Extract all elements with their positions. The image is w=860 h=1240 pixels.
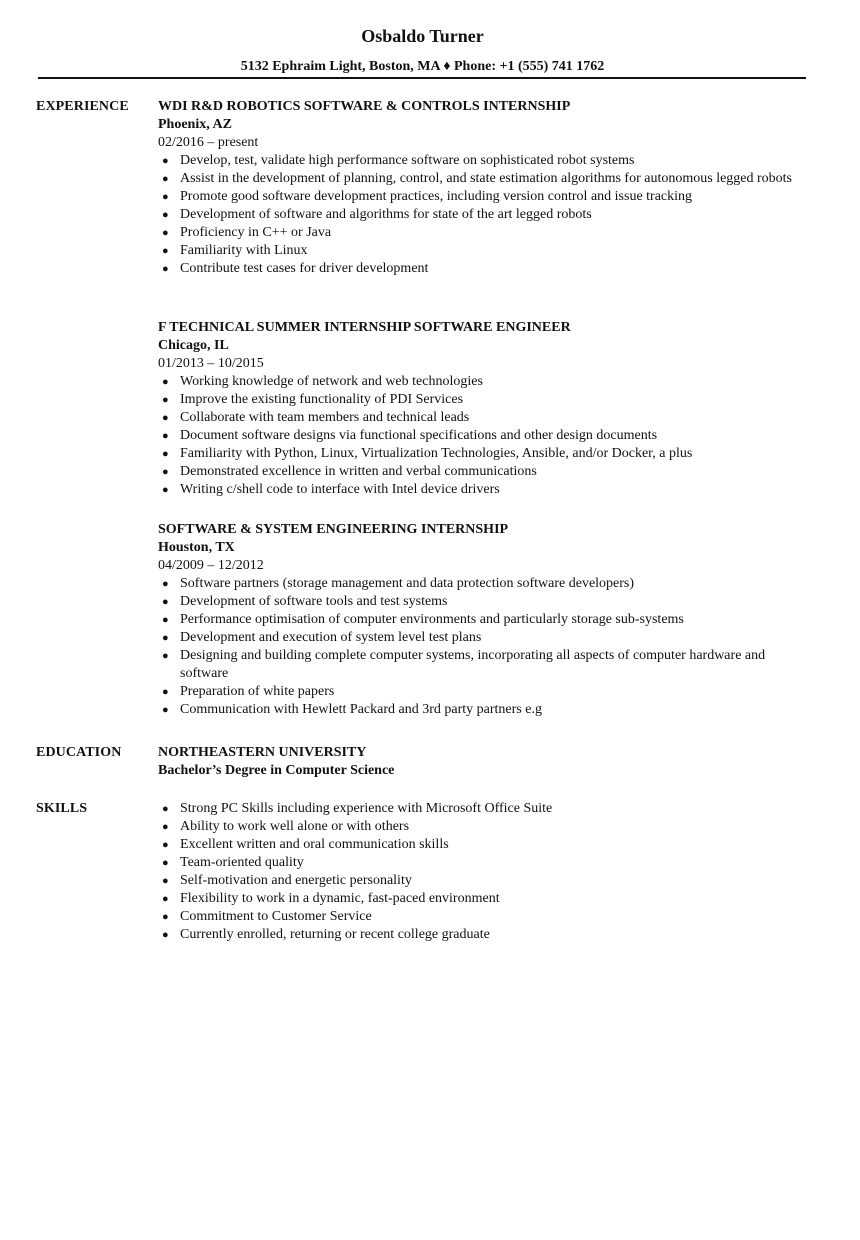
list-item <box>158 800 808 818</box>
list-item <box>158 170 808 188</box>
bullet-icon: ● <box>162 430 169 442</box>
list-item <box>158 427 808 445</box>
bullet-text: Ability to work well alone or with others <box>180 819 410 834</box>
job-entry <box>158 521 808 719</box>
job-location: Phoenix, AZ <box>158 117 232 132</box>
bullet-text: Assist in the development of planning, control, and state estimation algorithms for autonomous legged robots <box>180 171 793 186</box>
bullet-text: Improve the existing functionality of PDI Services <box>180 392 464 407</box>
bullet-text: Strong PC Skills including experience with Microsoft Office Suite <box>180 801 553 816</box>
contact-line: 5132 Ephraim Light, Boston, MA ♦ Phone: +1 (555) 741 1762 <box>240 59 605 74</box>
bullet-icon: ● <box>162 173 169 185</box>
list-item <box>158 152 808 170</box>
job-title: SOFTWARE & SYSTEM ENGINEERING INTERNSHIP <box>158 522 509 537</box>
bullet-icon: ● <box>162 155 169 167</box>
school-name: NORTHEASTERN UNIVERSITY <box>158 745 367 760</box>
bullet-text: Performance optimisation of computer environments and particularly storage sub-systems <box>180 612 684 627</box>
list-item <box>158 818 808 836</box>
list-item <box>158 391 808 409</box>
bullet-text: Develop, test, validate high performance software on sophisticated robot systems <box>180 153 635 168</box>
bullet-text: Familiarity with Python, Linux, Virtualization Technologies, Ansible, and/or Docker, a plus <box>180 446 693 461</box>
bullet-icon: ● <box>162 484 169 496</box>
bullet-icon: ● <box>162 911 169 923</box>
job-entry <box>158 319 808 499</box>
job-location: Chicago, IL <box>158 338 229 353</box>
bullet-text: Promote good software development practices, including version control and issue tracking <box>180 189 693 204</box>
bullet-icon: ● <box>162 191 169 203</box>
header-divider <box>38 77 806 79</box>
job-dates: 01/2013 – 10/2015 <box>158 356 264 371</box>
job-title: F TECHNICAL SUMMER INTERNSHIP SOFTWARE ENGINEER <box>158 320 571 335</box>
education-entry <box>158 744 808 780</box>
bullet-icon: ● <box>162 686 169 698</box>
list-item <box>158 926 808 944</box>
bullet-text: Communication with Hewlett Packard and 3rd party partners e.g <box>180 702 542 717</box>
bullet-text: Contribute test cases for driver development <box>180 261 429 276</box>
bullet-icon: ● <box>162 803 169 815</box>
bullet-icon: ● <box>162 448 169 460</box>
list-item <box>158 242 808 260</box>
bullet-icon: ● <box>162 650 169 662</box>
list-item <box>158 611 808 629</box>
bullet-text: Designing and building complete computer systems, incorporating all aspects of computer hardware and software <box>180 648 766 681</box>
bullet-text: Writing c/shell code to interface with Intel device drivers <box>180 482 500 497</box>
job-location: Houston, TX <box>158 540 235 555</box>
bullet-text: Currently enrolled, returning or recent college graduate <box>180 927 490 942</box>
bullet-icon: ● <box>162 209 169 221</box>
bullet-text: Demonstrated excellence in written and verbal communications <box>180 464 537 479</box>
bullet-icon: ● <box>162 839 169 851</box>
bullet-text: Team-oriented quality <box>180 855 304 870</box>
list-item <box>158 629 808 647</box>
bullet-icon: ● <box>162 857 169 869</box>
bullet-icon: ● <box>162 263 169 275</box>
bullet-text: Proficiency in C++ or Java <box>180 225 332 240</box>
bullet-icon: ● <box>162 632 169 644</box>
bullet-icon: ● <box>162 596 169 608</box>
bullet-icon: ● <box>162 376 169 388</box>
bullet-text: Self-motivation and energetic personality <box>180 873 412 888</box>
list-item <box>158 188 808 206</box>
list-item <box>158 890 808 908</box>
bullet-icon: ● <box>162 466 169 478</box>
list-item <box>158 463 808 481</box>
job-title: WDI R&D ROBOTICS SOFTWARE & CONTROLS INTERNSHIP <box>158 99 571 114</box>
list-item <box>158 206 808 224</box>
bullet-text: Development of software tools and test systems <box>180 594 448 609</box>
list-item <box>158 409 808 427</box>
bullet-text: Excellent written and oral communication skills <box>180 837 449 852</box>
bullet-icon: ● <box>162 412 169 424</box>
bullet-icon: ● <box>162 875 169 887</box>
list-item <box>158 836 808 854</box>
job-bullets <box>158 152 808 278</box>
bullet-icon: ● <box>162 578 169 590</box>
list-item <box>158 373 808 391</box>
bullet-icon: ● <box>162 893 169 905</box>
skills-list <box>158 800 808 944</box>
bullet-text: Flexibility to work in a dynamic, fast-paced environment <box>180 891 500 906</box>
bullet-icon: ● <box>162 929 169 941</box>
candidate-name: Osbaldo Turner <box>361 26 484 46</box>
job-entry <box>158 98 808 278</box>
section-label-experience: EXPERIENCE <box>36 99 129 114</box>
list-item <box>158 575 808 593</box>
bullet-icon: ● <box>162 394 169 406</box>
bullet-text: Commitment to Customer Service <box>180 909 372 924</box>
bullet-icon: ● <box>162 614 169 626</box>
job-bullets <box>158 373 808 499</box>
bullet-text: Development and execution of system level test plans <box>180 630 482 645</box>
job-dates: 04/2009 – 12/2012 <box>158 558 264 573</box>
section-label-skills: SKILLS <box>36 801 88 816</box>
list-item <box>158 224 808 242</box>
bullet-text: Software partners (storage management and data protection software developers) <box>180 576 635 591</box>
list-item <box>158 872 808 890</box>
bullet-icon: ● <box>162 821 169 833</box>
list-item <box>158 260 808 278</box>
job-bullets <box>158 575 808 719</box>
bullet-icon: ● <box>162 227 169 239</box>
bullet-icon: ● <box>162 704 169 716</box>
degree: Bachelor’s Degree in Computer Science <box>158 763 395 778</box>
bullet-text: Familiarity with Linux <box>180 243 308 258</box>
job-dates: 02/2016 – present <box>158 135 259 150</box>
list-item <box>158 481 808 499</box>
bullet-text: Collaborate with team members and technical leads <box>180 410 470 425</box>
bullet-icon: ● <box>162 245 169 257</box>
list-item <box>158 854 808 872</box>
bullet-text: Preparation of white papers <box>180 684 335 699</box>
skills-entry <box>158 800 808 944</box>
bullet-text: Document software designs via functional specifications and other design documents <box>180 428 658 443</box>
list-item <box>158 593 808 611</box>
bullet-text: Working knowledge of network and web technologies <box>180 374 483 389</box>
section-label-education: EDUCATION <box>36 745 122 760</box>
list-item <box>158 701 808 719</box>
bullet-text: Development of software and algorithms for state of the art legged robots <box>180 207 592 222</box>
list-item <box>158 647 808 683</box>
list-item <box>158 445 808 463</box>
list-item <box>158 683 808 701</box>
list-item <box>158 908 808 926</box>
